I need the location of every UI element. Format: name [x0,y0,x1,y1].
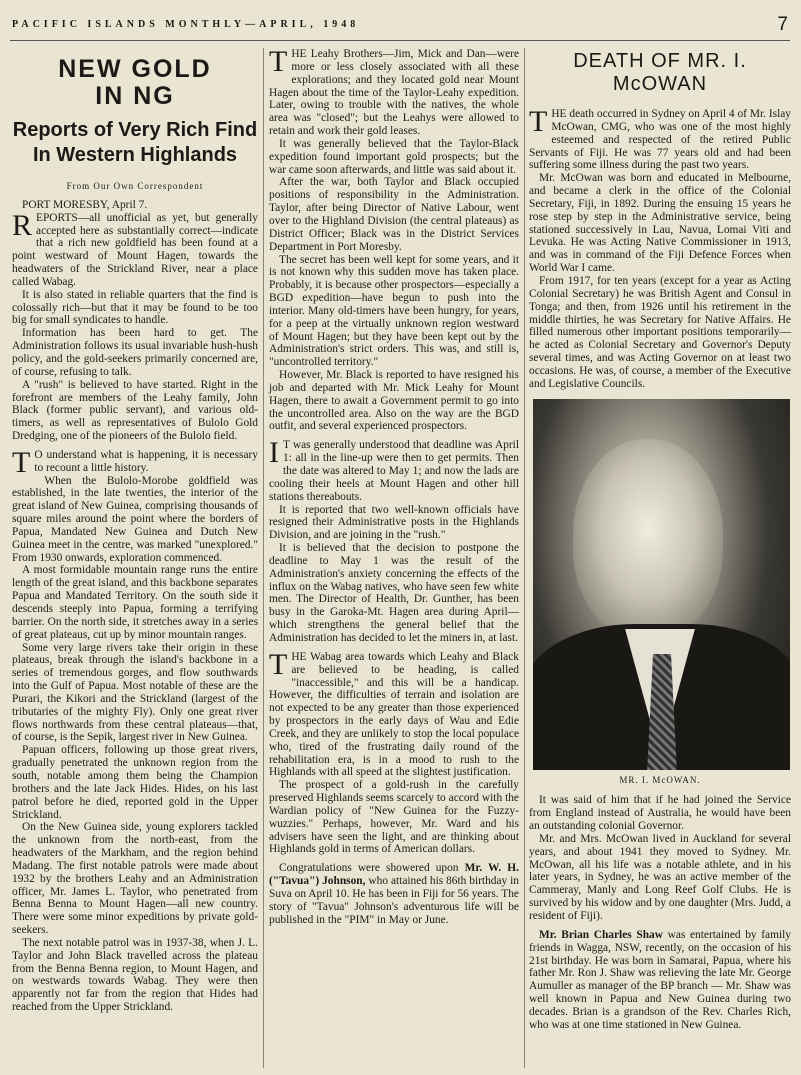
column-3 [529,48,791,1032]
shaw-name: Mr. Brian Charles Shaw [539,928,663,941]
article1-paragraph: The secret has been well kept for some years, and it is not known why this sudden move has taken place. Probably, it is because other prospectors—especially a BGD expedition—have begun to push into the interior. Many old-timers have been hungry, for years, for a peep at the virtually unknown region westward of Mount Hagen; but they have been kept out by the Administration's strict orders. This was, and still is, "uncontrolled territory." [269,253,519,369]
header-rule [10,40,790,41]
article1-paragraph: It is believed that the decision to postpone the deadline to May 1 was the result of the Administration's anxiety concerning the effects of the influx on the Wabag natives, who have seen few white men. The Director of Health, Dr. Gunther, has been busy in the Garoka-Mt. Hagen area during April—which strengthens the general belief that the Administration has decided to let the miners in, at last. [269,542,519,644]
article2-paragraph: It was said of him that if he had joined the Service from England instead of Australia, he would have been an outstanding colonial Governor. [529,794,791,833]
article1-lead-paragraph: REPORTS—all unofficial as yet, but generally accepted here as substantially correct—indicate that a rich new goldfield has been found at a point westward of Mount Hagen, towards the headwaters of the Strickland River, near a place called Wabag. [12,208,258,288]
dateline: PORT MORESBY, April 7. [22,198,148,211]
page-header [12,14,788,36]
article1-section-paragraph: T O understand what is happening, it is necessary to recount a little history. [12,445,258,479]
article1-paragraph: Papuan officers, following up those great rivers, gradually penetrated the unknown region from the south, notable among them being the Champion brothers and the late Jack Hides. Hides, on his last patrol before he died, reported gold in the Upper Strickland. [12,744,258,821]
column-rule-2 [524,48,525,1068]
johnson-name: Mr. W. H. ("Tavua") Johnson, [269,862,519,888]
photo-caption: MR. I. McOWAN. [619,774,701,785]
drop-cap: I [269,436,279,470]
article1-paragraph: Some very large rivers take their origin in these plateaus, break through the island's backbone in a series of tremendous gorges, and flow southwards into the Gulf of Papua. Most notable of these are the Purari, the Kikori and the Strickland (largest of the tributaries of the mighty Fly). Only one great river flows northwards from these central plateaus—that, of course, is the Sepik, largest river in New Guinea. [12,641,258,744]
article1-paragraph: However, Mr. Black is reported to have resigned his job and departed with Mr. Mick Leahy for Mount Hagen, there to await a Government permit to go into the uncontrolled area. Also on the way are the BGD outfit, and several experienced prospectors. [269,369,519,433]
article1-paragraph: Information has been hard to get. The Administration follows its usual invariable hush-hush policy, and the gold-seekers primarily concerned are, of course, refusing to talk. [12,327,258,378]
running-head: PACIFIC ISLANDS MONTHLY—APRIL, 1948 [12,19,360,30]
article2-paragraph: Mr. and Mrs. McOwan lived in Auckland for several years, and about 1941 they moved to Sydney. Mr. McOwan, all his life was a notable athlete, and in his later years, in Sydney, he was an active member of the Cammeray, Manly and Long Reef Golf Clubs. He is survived by his widow and by one daughter (Mrs. Judd, a resident of Fiji). [529,832,791,922]
article1-section-paragraph: I T was generally understood that deadline was April 1: all in the line-up were then to get permits. Then the date was altered to May 1; and now the lads are cooling their heels at Mount Hagen and other hill stations thereabouts. [269,436,519,503]
article1-section-paragraph: THE Wabag area towards which Leahy and Black are believed to be heading, is called "inaccessible," and this will be a handicap. However, the difficulties of terrain and isolation are not expected to be any greater than those experienced by prospectors in the early days of Wau and Edie Creek, and they are unlikely to stop the local populace who, tired of the frustrating daily round of the rehabilitation era, is in a mood to rush to the Highlands with all speed at the slightest justification. [269,647,519,779]
article1-paragraph: A "rush" is believed to have started. Right in the forefront are members of the Leahy family, John Black (former public servant), and various old-timers, as well as representatives of Bulolo Gold Dredging, one of the pioneers of the Bulolo field. [12,378,258,443]
article1-paragraph: When the Bulolo-Morobe goldfield was established, in the late twenties, the interior of the great island of New Guinea, comprising thousands of square miles around the point where the borders of Papua, Mandated New Guinea and Dutch New Guinea meet in the centre, was marked "unexplored." From 1930 onwards, exploration commenced. [12,474,258,564]
article1-paragraph: A most formidable mountain range runs the entire length of the great island, and this backbone separates Papua and Mandated Territory. On the south side it descends steeply into Papua, forming a terrifying barrier. On the north side, it stretches away in a series of great plateaus, cut up by minor mountain ranges. [12,564,258,641]
article1-paragraph: It is also stated in reliable quarters that the find is colossally rich—but that it may be found to be too big for small syndicates to handle. [12,288,258,327]
article1-headline: NEW GOLD IN NG [58,55,212,110]
column-rule-1 [263,48,264,1068]
article1-paragraph: The next notable patrol was in 1937-38, when J. L. Taylor and John Black travelled across the plateau from the Benna Benna region, to Mount Hagen, and on westwards towards Wabag. They were then apparently not far from the region that Hides had reached from the Upper Strickland. [12,936,258,1014]
johnson-note: Congratulations were showered upon Mr. W. H. ("Tavua") Johnson, who attained his 86th birthday in Suva on April 10. He has been in Fiji for 56 years. The story of "Tavua" Johnson's adventurous life will be published in the "PIM" in May or June. [269,862,519,926]
article1-paragraph: On the New Guinea side, young explorers tackled the unknown from the north-east, from the headwaters of the Markham, and the region behind Madang. The first notable patrols were made about 1932 by the brothers Leahy and an Administration officer, Mr. James L. Taylor, who penetrated from Benna Benna to Mount Hagen—all new country. There were some minor expeditions by private gold-seekers. [12,821,258,937]
column-2 [269,45,519,927]
drop-cap: R [12,208,33,242]
article1-subheadline: Reports of Very Rich Find In Western Highlands [12,119,258,166]
article2-paragraph: From 1917, for ten years (except for a year as Acting Colonial Secretary) he was British Agent and Consul in Tonga; and then, from 1926 until his retirement in the middle thirties, he was Secretary for Native Affairs. He filled numerous other important positions temporarily—he acted as Colonial Secretary and Governor's Deputy several times, and was Acting Governor on at least two occasions. He was, of course, a member of the Executive and Legislative Councils. [529,274,791,390]
drop-cap: T [269,45,288,78]
column-1 [12,48,258,1014]
byline: From Our Own Correspondent [66,181,204,191]
article1-paragraph: It is reported that two well-known officials have resigned their Administrative posts in the Highlands Division, and are joining in the "rush." [269,503,519,542]
article1-paragraph: After the war, both Taylor and Black occupied positions of responsibility in the Administration. Taylor, after being Director of Native Labour, went over to the Highland Division (the central plateaus) as District Officer; Black was in the District Services Department in Port Moresby. [269,176,519,253]
drop-cap: T [12,445,31,479]
article1-cont-paragraph: THE Leahy Brothers—Jim, Mick and Dan—were more or less closely associated with all these explorations; and they located gold near Mount Hagen about the time of the Taylor-Leahy expedition. Later, owing to trouble with the natives, the whole area was "closed"; but the Leahys were allowed to retain and work their gold leases. [269,45,519,138]
shaw-note: Mr. Brian Charles Shaw was entertained by family friends in Wagga, NSW, recently, on the occasion of his 21st birthday. He was born in Samarai, Papua, where his father Mr. Ron J. Shaw was relieving the late Mr. George Aumuller as manager of the BP branch — Mr. Shaw was well known in Papua and New Guinea during two decades. Brian is a grandson of the Rev. Charles Rich, who was at one time stationed in New Guinea. [529,928,791,1031]
drop-cap: T [269,647,288,681]
page-number: 7 [777,14,788,35]
article2-lead-paragraph: THE death occurred in Sydney on April 4 of Mr. Islay McOwan, CMG, who was one of the most highly esteemed and respected of the retired Public Servants of Fiji. He was 77 years old and had been suffering some illness during the past two years. [529,105,791,172]
article1-paragraph: The prospect of a gold-rush in the carefully preserved Highlands seems scarcely to accord with the Wardian policy of "New Guinea for the Fuzzy-wuzzies." Perhaps, however, Mr. Ward and his advisers have seen the light, and are thinking about Highlands gold in terms of American dollars. [269,779,519,856]
article2-headline: DEATH OF MR. I. McOWAN [573,50,747,95]
article1-paragraph: It was generally believed that the Taylor-Black expedition found important gold prospects; but the war came soon afterwards, and little was said about it. [269,137,519,176]
drop-cap: T [529,105,548,138]
article2-paragraph: Mr. McOwan was born and educated in Melbourne, and became a clerk in the office of the Colonial Secretary, Fiji, in 1892. During the ensuing 15 years he rose step by step in the Administrative service, being stationed successively in Lau, Navua, Lomai Viti and Levuka. He was Acting Native Commissioner in 1913, and was in command of the Fiji Defence Forces when World War I came. [529,172,791,275]
portrait-photo [533,399,790,770]
